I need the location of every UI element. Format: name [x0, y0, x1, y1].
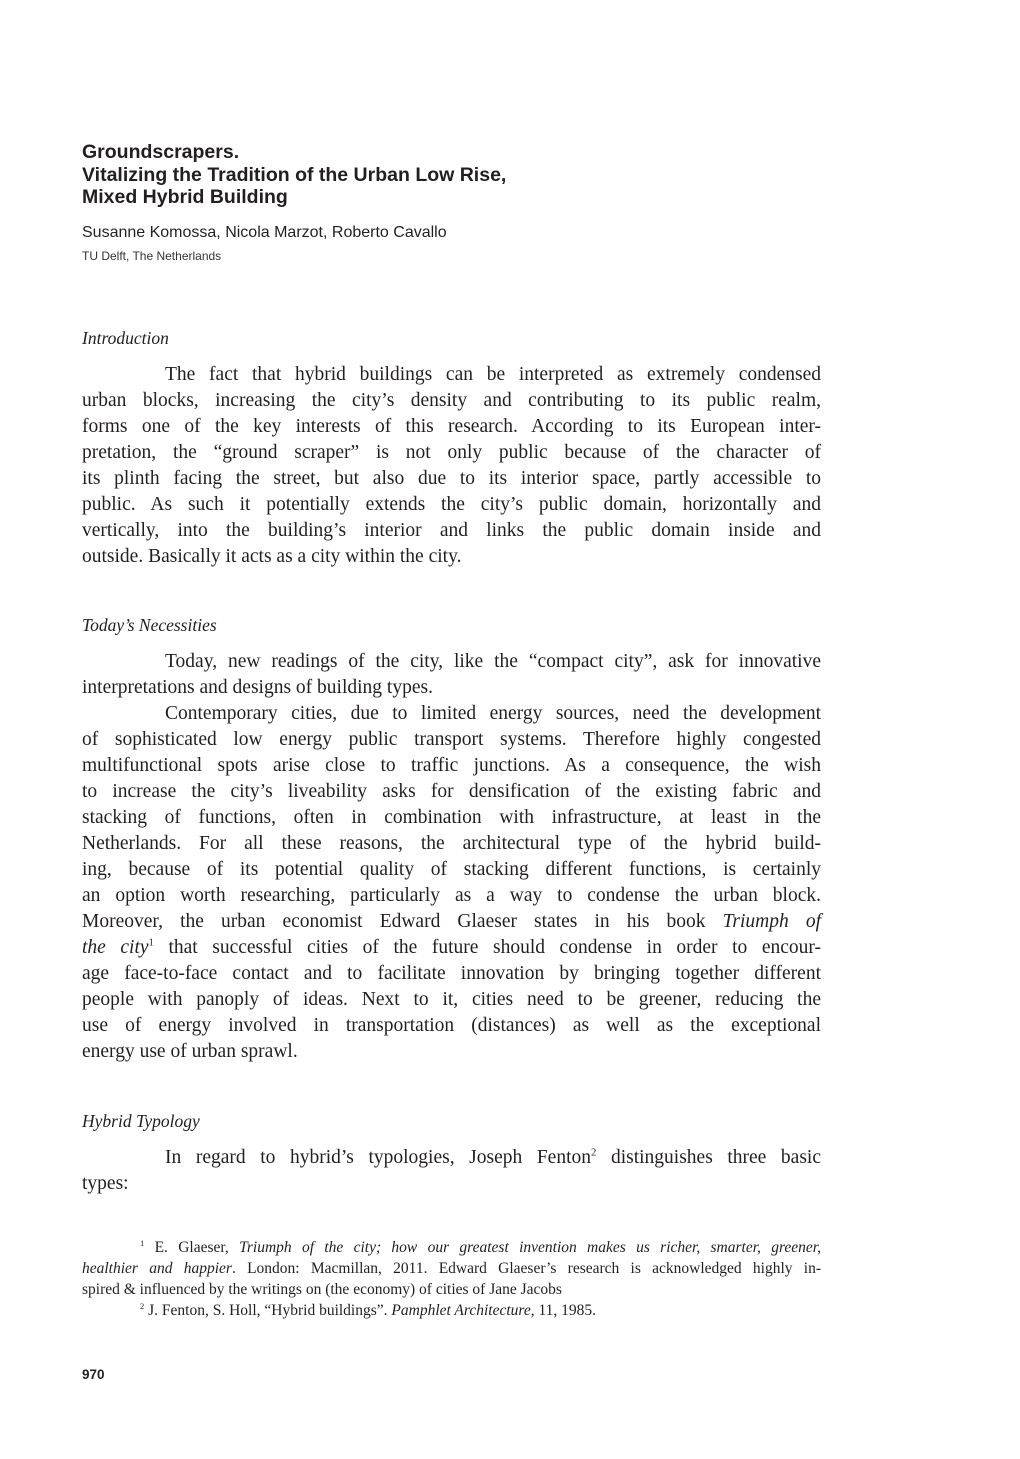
authors: Susanne Komossa, Nicola Marzot, Roberto Cavallo	[82, 224, 447, 241]
section-heading-hybrid-typology: Hybrid Typology	[82, 1111, 200, 1131]
text-line: pretation, the “ground scraper” is not only public because of the character of	[82, 442, 821, 463]
text-line: age face-to-face contact and to facilitate innovation by bringing together different	[82, 963, 821, 984]
text-line: to increase the city’s liveability asks for densification of the existing fabric and	[82, 781, 821, 802]
text-line: forms one of the key interests of this research. According to its European inter-	[82, 416, 821, 437]
footnotes	[82, 1237, 821, 1321]
footnote-marker: 1	[148, 936, 154, 949]
text-line: types:	[82, 1173, 129, 1194]
text-line: people with panoply of ideas. Next to it, cities need to be greener, reducing the	[82, 989, 821, 1010]
text-line: multifunctional spots arise close to traffic junctions. As a consequence, the wish	[82, 755, 821, 776]
text-line: spired & influenced by the writings on (the economy) of cities of Jane Jacobs	[82, 1281, 562, 1298]
text-span: the city	[82, 937, 149, 958]
affiliation: TU Delft, The Netherlands	[82, 249, 222, 263]
text-line: outside. Basically it acts as a city within the city.	[82, 546, 462, 567]
text-line: Contemporary cities, due to limited energy sources, need the development	[165, 703, 821, 724]
section-body	[82, 362, 821, 570]
footnote-marker: 1	[140, 1238, 145, 1249]
text-line	[82, 1300, 821, 1321]
text-line: of sophisticated low energy public transport systems. Therefore highly congested	[82, 729, 821, 750]
text-line: The fact that hybrid buildings can be interpreted as extremely condensed	[165, 364, 821, 385]
footnote-marker: 2	[140, 1301, 145, 1312]
text-line: interpretations and designs of building types.	[82, 677, 433, 698]
section-heading-necessities: Today’s Necessities	[82, 615, 217, 635]
text-line: urban blocks, increasing the city’s density and contributing to its public realm,	[82, 390, 821, 411]
text-line	[82, 935, 821, 961]
text-span: Moreover, the urban economist Edward Glaeser states in his book	[82, 911, 723, 932]
text-line: vertically, into the building’s interior and links the public domain inside and	[82, 520, 821, 541]
text-line: Today, new readings of the city, like the “compact city”, ask for innovative	[165, 651, 821, 672]
text-line: ing, because of its potential quality of stacking different functions, is certainly	[82, 859, 821, 880]
text-line: energy use of urban sprawl.	[82, 1041, 298, 1062]
text-span: In regard to hybrid’s typologies, Joseph Fenton	[165, 1147, 591, 1168]
text-span: Triumph of the city; how our greatest invention makes us richer, smarter, greener,	[239, 1239, 821, 1256]
title-line: Vitalizing the Tradition of the Urban Low Rise,	[82, 163, 507, 186]
text-span: healthier and happier	[82, 1260, 232, 1277]
text-line: public. As such it potentially extends the city’s public domain, horizontally and	[82, 494, 821, 515]
text-span: , 11, 1985.	[530, 1302, 597, 1319]
text-span: distinguishes three basic	[596, 1147, 821, 1168]
text-line	[82, 909, 821, 935]
paper-title	[82, 141, 506, 209]
text-line	[82, 1237, 821, 1258]
text-span: . London: Macmillan, 2011. Edward Glaeser’s research is acknowledged highly in-	[231, 1260, 821, 1277]
text-span: Pamphlet Architecture	[391, 1302, 531, 1319]
title-line: Groundscrapers.	[82, 141, 240, 163]
text-span: E. Glaeser,	[144, 1239, 240, 1256]
section-body	[82, 649, 821, 1065]
section-heading-introduction: Introduction	[82, 328, 169, 348]
title-line: Mixed Hybrid Building	[82, 186, 288, 208]
text-line	[82, 1258, 821, 1279]
text-line: stacking of functions, often in combination with infrastructure, at least in the	[82, 807, 821, 828]
page-number: 970	[82, 1367, 105, 1382]
text-span: that successful cities of the future should condense in order to encour-	[153, 937, 821, 958]
footnote-marker: 2	[591, 1146, 597, 1159]
text-line: its plinth facing the street, but also due to its interior space, partly accessible to	[82, 468, 821, 489]
text-line	[82, 1145, 821, 1171]
section-body	[82, 1145, 821, 1197]
text-span: Triumph of	[722, 911, 821, 932]
text-line: Netherlands. For all these reasons, the architectural type of the hybrid build-	[82, 833, 821, 854]
text-line: use of energy involved in transportation (distances) as well as the exceptional	[82, 1015, 821, 1036]
text-span: J. Fenton, S. Holl, “Hybrid buildings”.	[144, 1302, 392, 1319]
text-line: an option worth researching, particularly as a way to condense the urban block.	[82, 885, 821, 906]
